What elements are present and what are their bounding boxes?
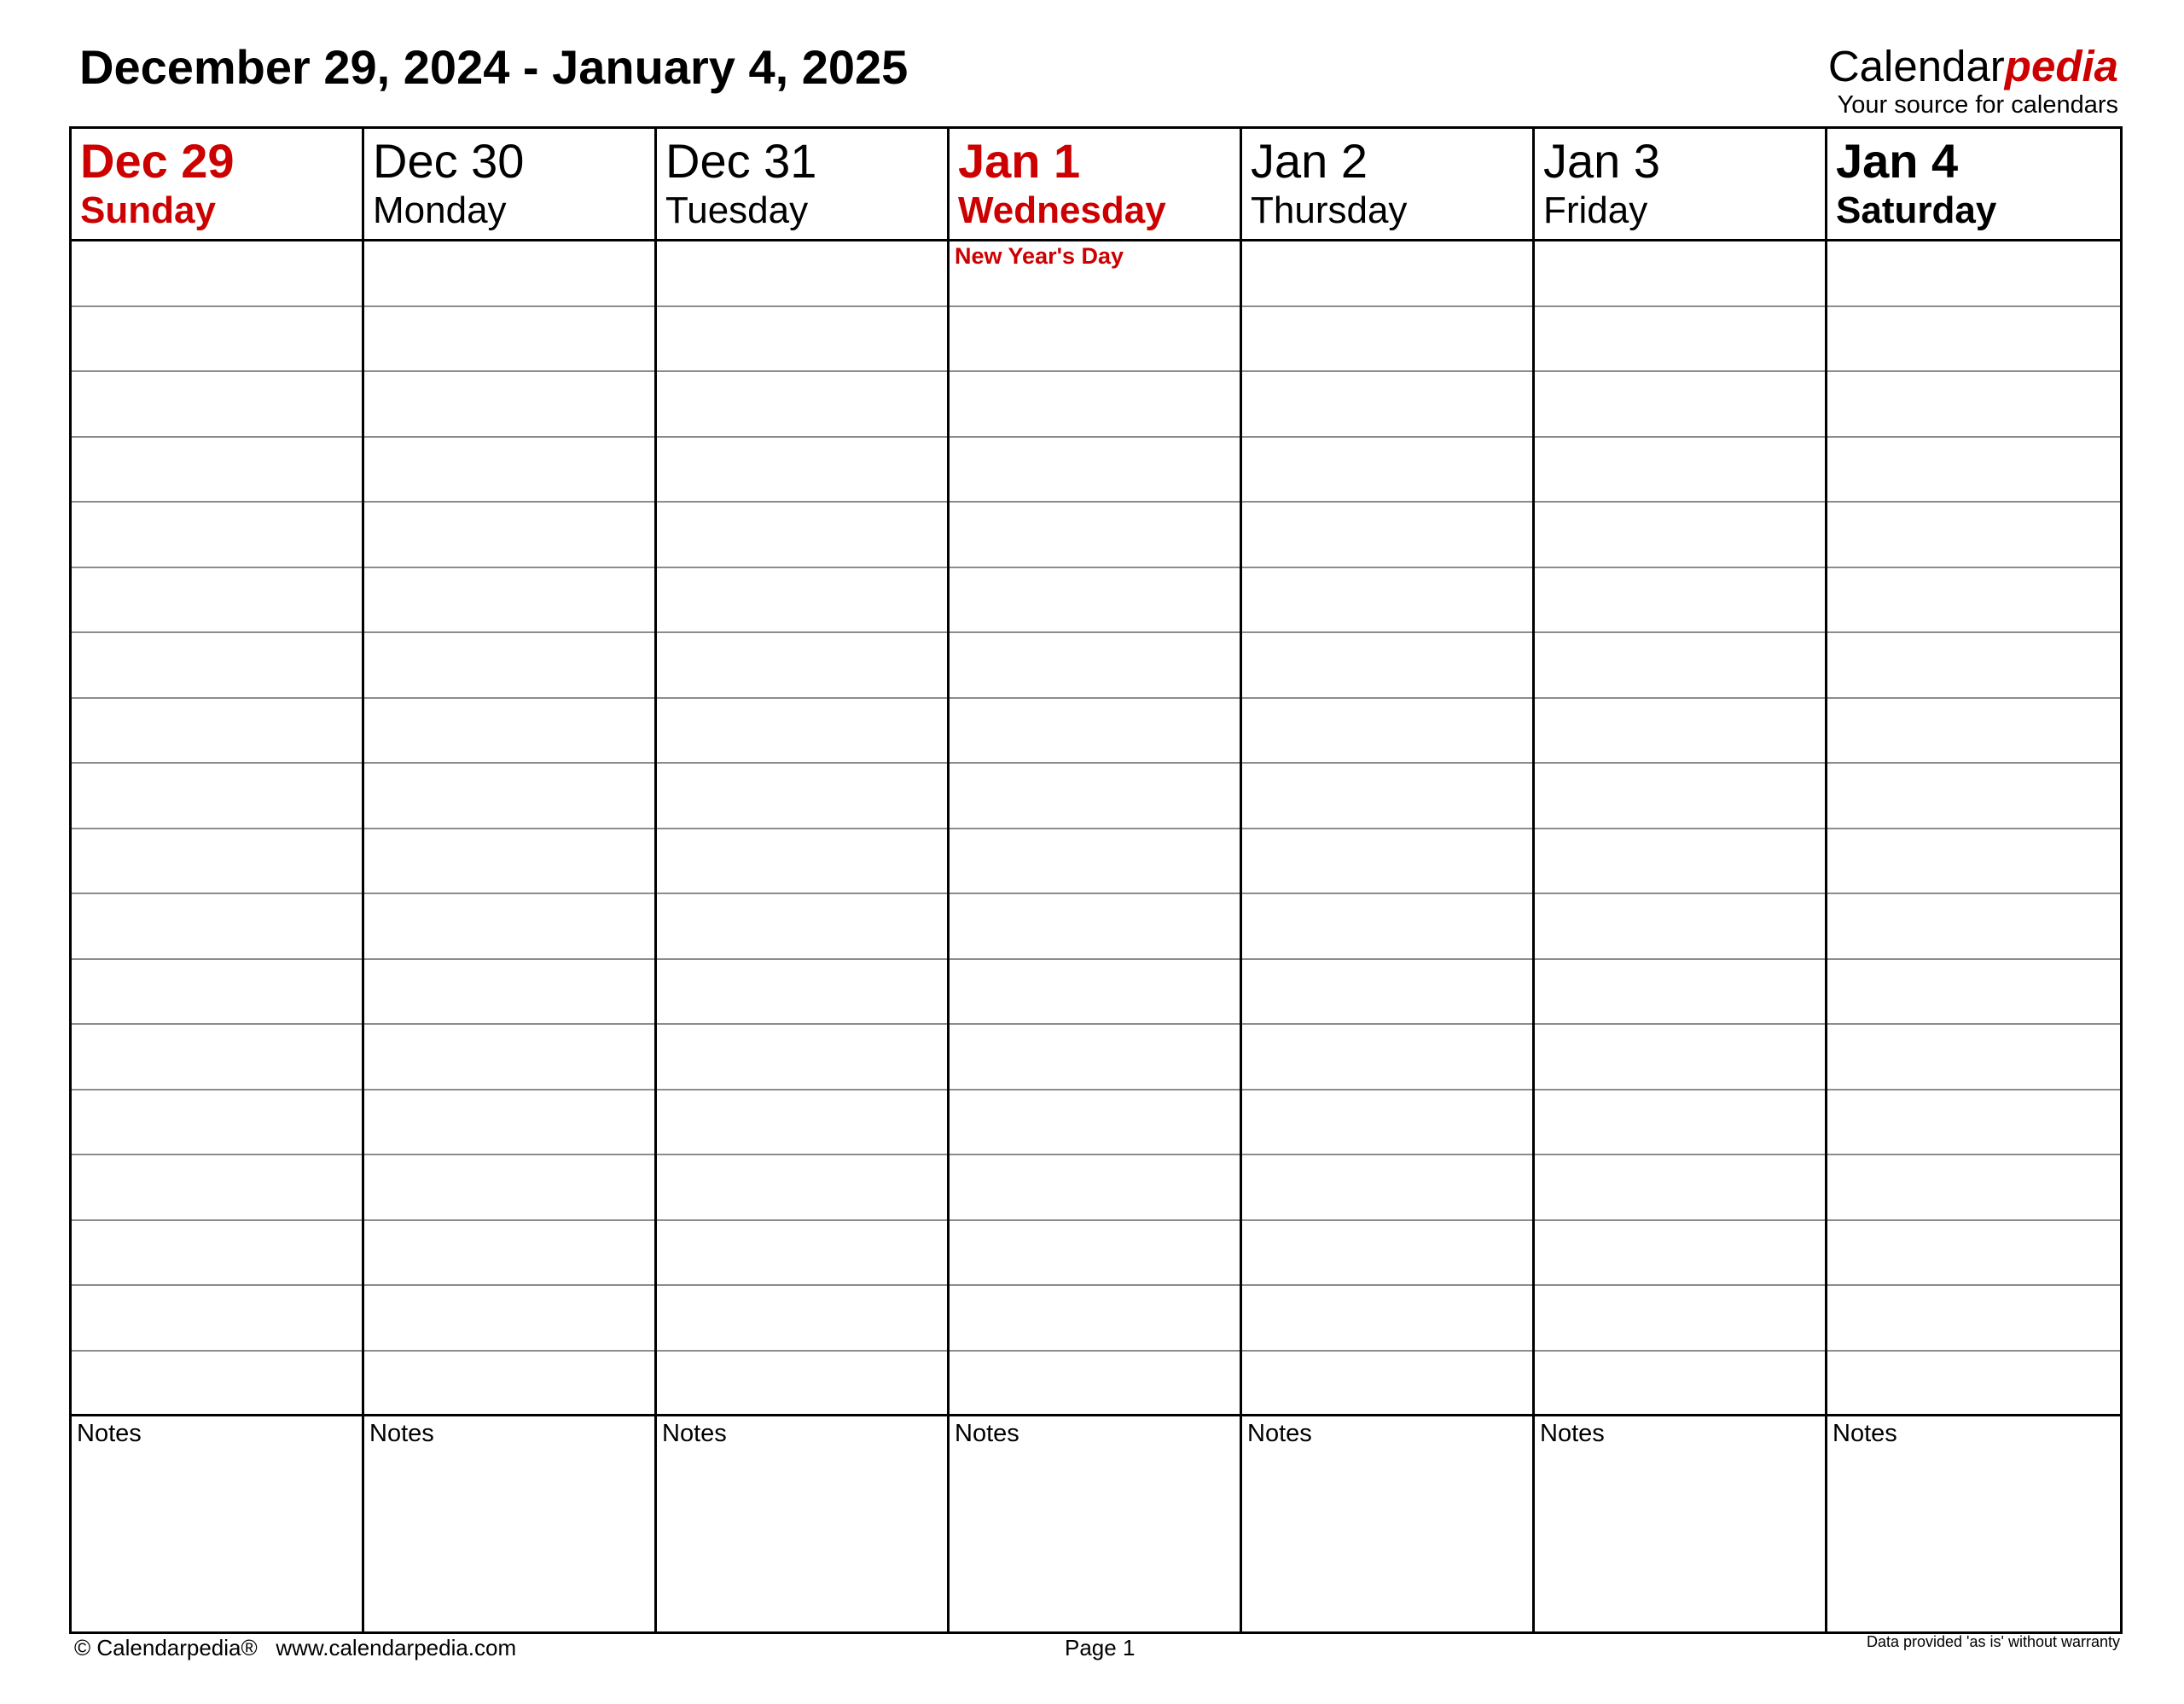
time-slot[interactable] [1827,1221,2120,1287]
time-slot[interactable] [1827,241,2120,307]
time-slot[interactable] [1827,503,2120,568]
time-slot[interactable] [950,1025,1240,1090]
time-slot[interactable] [1242,307,1532,373]
time-slot[interactable] [1827,1352,2120,1417]
time-slot[interactable] [1242,241,1532,307]
day-weekday: Friday [1543,189,1648,231]
time-slot[interactable] [72,503,362,568]
time-slot[interactable] [1827,1090,2120,1156]
time-slot[interactable] [1242,1155,1532,1221]
notes-label: Notes [955,1420,1019,1447]
day-column-saturday [1827,129,2120,1631]
time-slot[interactable] [950,307,1240,373]
time-slot[interactable] [72,372,362,438]
time-slot[interactable] [1535,241,1825,307]
time-slot[interactable] [1827,438,2120,503]
holiday-label: New Year's Day [955,243,1124,269]
day-header [72,129,362,241]
day-weekday: Wednesday [958,189,1166,231]
time-slot[interactable] [657,438,947,503]
time-slot[interactable] [72,1090,362,1156]
time-slot[interactable] [364,241,654,307]
time-slot[interactable] [950,633,1240,699]
time-slot[interactable] [657,894,947,960]
time-slot[interactable] [1535,633,1825,699]
time-slot[interactable] [1827,960,2120,1026]
time-slot[interactable] [1827,894,2120,960]
time-slot[interactable] [950,372,1240,438]
day-header [364,129,654,241]
time-slot[interactable] [1535,307,1825,373]
time-slot[interactable] [72,1352,362,1417]
time-slot[interactable] [657,307,947,373]
time-slot[interactable] [1242,894,1532,960]
time-slot[interactable] [72,829,362,895]
time-slot[interactable] [72,633,362,699]
time-slot[interactable] [657,241,947,307]
time-slot[interactable] [657,960,947,1026]
time-slot[interactable] [657,1286,947,1352]
day-column-tuesday [657,129,950,1631]
day-date: Dec 30 [373,134,525,188]
time-slot[interactable] [1242,1025,1532,1090]
time-slots [950,241,1240,1416]
day-date: Dec 31 [665,134,817,188]
time-slot[interactable] [1535,503,1825,568]
time-slot[interactable] [950,699,1240,765]
brand-name [1828,43,2118,90]
time-slot[interactable] [1242,568,1532,634]
time-slot[interactable] [657,1155,947,1221]
footer-copyright: © Calendarpedia® www.calendarpedia.com [74,1635,517,1660]
notes-label: Notes [1833,1420,1897,1447]
day-header [950,129,1240,241]
time-slot[interactable] [1242,633,1532,699]
day-date: Jan 4 [1836,134,1959,188]
time-slot[interactable] [1827,764,2120,829]
time-slot[interactable] [364,1352,654,1417]
time-slot[interactable] [364,503,654,568]
notes-area[interactable] [72,1416,362,1631]
time-slots [72,241,362,1416]
time-slot[interactable] [950,894,1240,960]
time-slot[interactable] [364,438,654,503]
time-slot[interactable] [364,829,654,895]
time-slot[interactable] [1242,699,1532,765]
notes-label: Notes [77,1420,142,1447]
time-slot[interactable] [950,438,1240,503]
time-slot[interactable] [1242,960,1532,1026]
time-slot[interactable] [950,764,1240,829]
time-slot[interactable] [1535,568,1825,634]
time-slot[interactable] [1827,1025,2120,1090]
time-slot[interactable] [72,1221,362,1287]
day-header [1242,129,1532,241]
time-slot[interactable] [657,1352,947,1417]
time-slot[interactable] [950,568,1240,634]
time-slot[interactable] [657,1221,947,1287]
day-date: Jan 3 [1543,134,1660,188]
time-slot[interactable] [950,1286,1240,1352]
time-slots [1535,241,1825,1416]
time-slot[interactable] [950,1155,1240,1221]
time-slot[interactable] [1535,372,1825,438]
time-slot[interactable] [1535,960,1825,1026]
brand-logo [1828,43,2118,119]
time-slot[interactable] [1827,1286,2120,1352]
time-slot[interactable] [72,307,362,373]
time-slot[interactable] [950,1221,1240,1287]
time-slot[interactable] [1535,1025,1825,1090]
notes-area[interactable] [950,1416,1240,1631]
time-slot[interactable] [1535,1155,1825,1221]
time-slot[interactable] [364,1025,654,1090]
time-slot[interactable] [1827,307,2120,373]
time-slot[interactable] [364,633,654,699]
time-slot[interactable] [1242,503,1532,568]
brand-name-accent: pedia [2004,42,2118,90]
time-slot[interactable] [364,1286,654,1352]
time-slot[interactable] [657,633,947,699]
time-slot[interactable] [657,764,947,829]
time-slot[interactable] [950,829,1240,895]
day-date: Jan 2 [1251,134,1368,188]
time-slot[interactable] [1827,372,2120,438]
time-slots [1827,241,2120,1416]
time-slot[interactable] [950,503,1240,568]
time-slot[interactable] [950,960,1240,1026]
time-slot[interactable] [1535,438,1825,503]
time-slots [364,241,654,1416]
brand-name-regular: Calendar [1827,42,2005,90]
page-title: December 29, 2024 - January 4, 2025 [79,40,909,94]
time-slot[interactable] [1242,372,1532,438]
day-date: Jan 1 [958,134,1081,188]
day-column-monday [364,129,657,1631]
day-column-wednesday [950,129,1242,1631]
brand-tagline: Your source for calendars [1837,91,2118,119]
day-header [1535,129,1825,241]
time-slot[interactable] [1242,829,1532,895]
day-weekday: Thursday [1251,189,1408,231]
time-slot[interactable] [950,1352,1240,1417]
time-slot[interactable] [1535,1090,1825,1156]
time-slot[interactable] [72,764,362,829]
day-header [657,129,947,241]
day-weekday: Tuesday [665,189,809,231]
time-slot[interactable] [364,568,654,634]
day-weekday: Monday [373,189,507,231]
notes-label: Notes [1247,1420,1312,1447]
time-slot[interactable] [657,1090,947,1156]
day-header [1827,129,2120,241]
time-slot[interactable] [72,699,362,765]
notes-label: Notes [1540,1420,1605,1447]
day-column-thursday [1242,129,1535,1631]
time-slot[interactable] [364,372,654,438]
time-slot[interactable] [72,1286,362,1352]
time-slot[interactable] [72,1155,362,1221]
time-slot[interactable] [364,699,654,765]
time-slot[interactable] [364,1090,654,1156]
day-weekday: Sunday [80,189,216,231]
time-slot[interactable] [1535,829,1825,895]
time-slot[interactable] [657,372,947,438]
time-slot[interactable] [1535,1221,1825,1287]
time-slot[interactable] [1242,1352,1532,1417]
time-slot[interactable] [1242,438,1532,503]
time-slot[interactable] [72,1025,362,1090]
week-grid [69,126,2123,1634]
time-slot[interactable] [72,241,362,307]
time-slot[interactable] [364,1221,654,1287]
day-column-sunday [72,129,364,1631]
time-slots [1242,241,1532,1416]
time-slot[interactable] [1242,1221,1532,1287]
time-slot[interactable] [1535,764,1825,829]
time-slot[interactable] [1827,633,2120,699]
time-slot[interactable] [657,1025,947,1090]
time-slot[interactable] [1827,699,2120,765]
time-slot[interactable] [72,894,362,960]
time-slot[interactable] [1827,568,2120,634]
notes-area[interactable] [1827,1416,2120,1631]
time-slot[interactable] [950,1090,1240,1156]
notes-area[interactable] [657,1416,947,1631]
time-slot[interactable] [1535,894,1825,960]
time-slot[interactable] [364,894,654,960]
time-slot[interactable] [72,438,362,503]
time-slot[interactable] [364,764,654,829]
day-weekday: Saturday [1836,189,1997,231]
time-slots [657,241,947,1416]
notes-label: Notes [369,1420,434,1447]
day-column-friday [1535,129,1827,1631]
footer-disclaimer: Data provided 'as is' without warranty [1866,1633,2120,1650]
time-slot[interactable] [1535,1286,1825,1352]
time-slot[interactable] [72,568,362,634]
day-date: Dec 29 [80,134,235,188]
time-slot[interactable] [1242,1090,1532,1156]
time-slot[interactable] [72,960,362,1026]
time-slot[interactable] [364,960,654,1026]
time-slot[interactable] [1827,829,2120,895]
time-slot[interactable] [1242,1286,1532,1352]
time-slot[interactable] [364,1155,654,1221]
time-slot[interactable] [1827,1155,2120,1221]
notes-area[interactable] [364,1416,654,1631]
notes-area[interactable] [1535,1416,1825,1631]
time-slot[interactable] [1535,1352,1825,1417]
time-slot[interactable] [364,307,654,373]
time-slot[interactable] [950,241,1240,307]
time-slot[interactable] [1242,764,1532,829]
time-slot[interactable] [657,699,947,765]
time-slot[interactable] [657,829,947,895]
time-slot[interactable] [657,503,947,568]
time-slot[interactable] [657,568,947,634]
footer-page-number: Page 1 [1065,1635,1136,1660]
notes-area[interactable] [1242,1416,1532,1631]
time-slot[interactable] [1535,699,1825,765]
notes-label: Notes [662,1420,727,1447]
